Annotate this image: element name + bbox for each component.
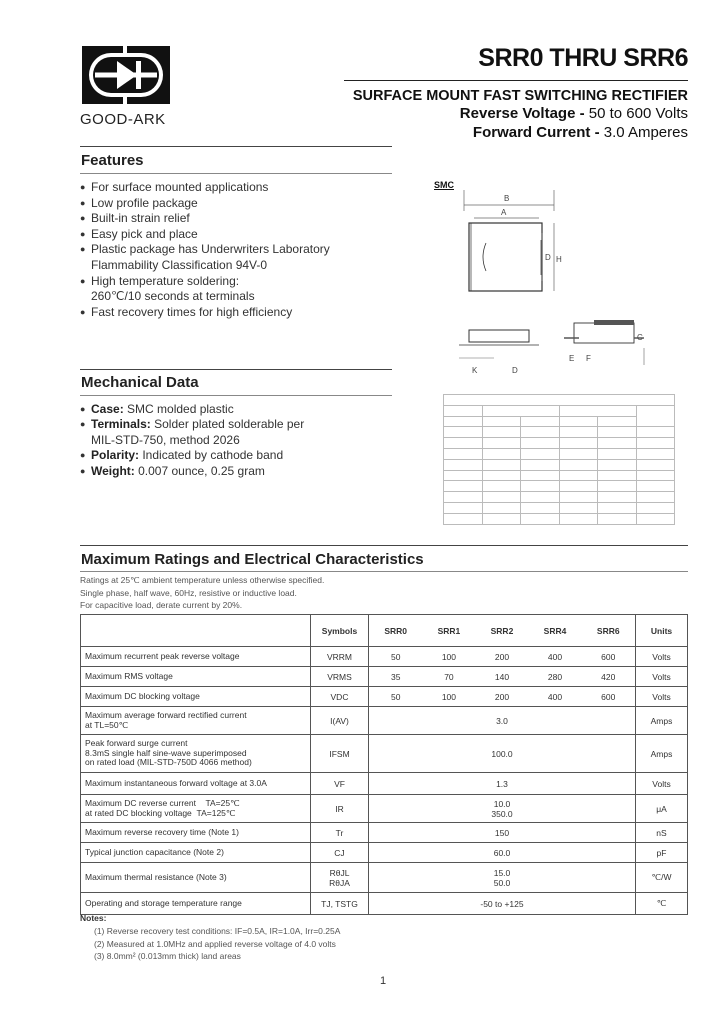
- table-cell: [559, 513, 598, 524]
- feature-item: ● Built-in strain relief: [80, 211, 330, 227]
- table-cell: [636, 459, 675, 470]
- desc-text: Maximum DC reverse current: [85, 798, 196, 808]
- table-cell: [636, 513, 675, 524]
- polarity-value: Indicated by cathode band: [139, 448, 284, 463]
- dim-label-e: E: [569, 354, 575, 363]
- table-cell: [482, 416, 521, 427]
- table-row: [444, 395, 675, 406]
- table-cell: [482, 502, 521, 513]
- value-line: 15.0: [493, 867, 511, 878]
- weight-label: Weight:: [91, 463, 135, 478]
- table-cell: [444, 416, 483, 427]
- features-top-rule: [80, 146, 392, 147]
- mechanical-polarity: [80, 448, 304, 463]
- table-cell: [444, 427, 483, 438]
- table-cell: [521, 427, 560, 438]
- feature-item: ● High temperature soldering:: [80, 274, 330, 290]
- row-value: -50 to +125: [369, 893, 636, 915]
- row-value: 420: [582, 667, 636, 687]
- table-cell: [482, 427, 521, 438]
- table-row: [81, 707, 688, 735]
- condition-line: Single phase, half wave, 60Hz, resistive or inductive load.: [80, 587, 297, 598]
- row-value: 280: [529, 667, 582, 687]
- header-cell: SRR4: [529, 615, 582, 647]
- table-cell: [444, 492, 483, 503]
- mechanical-heading: Mechanical Data: [81, 374, 199, 391]
- header-cell: SRR0: [369, 615, 423, 647]
- case-label: Case:: [91, 402, 124, 416]
- company-logo: [81, 45, 171, 105]
- row-value: 3.0: [369, 707, 636, 735]
- row-desc: Maximum DC blocking voltage: [81, 687, 311, 707]
- table-row: [81, 773, 688, 795]
- notes-heading: Notes:: [80, 913, 107, 923]
- row-value: [369, 863, 636, 893]
- header-cell: SRR6: [582, 615, 636, 647]
- row-unit: Volts: [636, 773, 688, 795]
- package-outline-drawing: [444, 185, 674, 385]
- row-value: 50: [369, 687, 423, 707]
- dim-label-h: H: [556, 255, 562, 264]
- electrical-characteristics-table: [80, 614, 688, 915]
- document-subtitle: SURFACE MOUNT FAST SWITCHING RECTIFIER: [352, 88, 688, 104]
- mechanical-terminals-continued: MIL-STD-750, method 2026: [91, 432, 240, 447]
- table-cell: [598, 513, 637, 524]
- dim-label-k: K: [472, 366, 478, 375]
- feature-item: ● Plastic package has Underwriters Laboratory: [80, 242, 330, 258]
- table-cell: [598, 448, 637, 459]
- row-desc: [81, 735, 311, 773]
- header-cell: SRR2: [475, 615, 528, 647]
- title-divider: [344, 80, 688, 81]
- feature-item: ● Low profile package: [80, 196, 330, 212]
- polarity-label: Polarity:: [91, 448, 140, 463]
- table-cell: [521, 502, 560, 513]
- mechanical-terminals: [80, 417, 304, 432]
- dimensions-table: [443, 394, 675, 525]
- features-heading: Features: [81, 152, 144, 169]
- desc-condition: TA=125℃: [196, 807, 236, 818]
- note-item: (2) Measured at 1.0MHz and applied reverse voltage of 4.0 volts: [94, 938, 336, 949]
- case-value: SMC molded plastic: [123, 402, 234, 416]
- feature-item: ● Easy pick and place: [80, 227, 330, 243]
- rating-conditions: [80, 574, 324, 612]
- table-cell: [559, 438, 598, 449]
- table-cell: [482, 438, 521, 449]
- desc-line: 8.3mS single half sine-wave superimposed: [85, 747, 247, 758]
- condition-line: For capacitive load, derate current by 20%.: [80, 600, 243, 610]
- table-cell: [482, 513, 521, 524]
- dim-label-b: B: [504, 194, 510, 203]
- symbol-line: RθJA: [329, 877, 350, 888]
- table-cell: [636, 492, 675, 503]
- table-cell: [598, 502, 637, 513]
- forward-current-value: 3.0 Amperes: [599, 124, 688, 141]
- row-desc: Typical junction capacitance (Note 2): [81, 843, 311, 863]
- table-cell: [482, 459, 521, 470]
- table-cell: [559, 448, 598, 459]
- table-row: [81, 647, 688, 667]
- table-cell: [521, 492, 560, 503]
- row-symbol: CJ: [311, 843, 369, 863]
- table-row: [81, 795, 688, 823]
- table-cell: [559, 502, 598, 513]
- row-value: 100: [422, 687, 475, 707]
- row-symbol: I(AV): [311, 707, 369, 735]
- row-unit: μA: [636, 795, 688, 823]
- desc-line: Maximum average forward rectified current: [85, 710, 247, 720]
- table-cell: [521, 470, 560, 481]
- row-unit: Volts: [636, 667, 688, 687]
- mechanical-case: [80, 402, 304, 417]
- table-cell: [559, 470, 598, 481]
- table-cell: [482, 492, 521, 503]
- row-unit: Amps: [636, 735, 688, 773]
- table-row: [81, 823, 688, 843]
- row-value: 200: [475, 687, 528, 707]
- row-value: 100.0: [369, 735, 636, 773]
- feature-item-continued: 260℃/10 seconds at terminals: [91, 289, 255, 304]
- table-cell: [598, 470, 637, 481]
- row-symbol: VRMS: [311, 667, 369, 687]
- dim-label-a: A: [501, 208, 507, 217]
- row-value: [369, 795, 636, 823]
- row-value: 70: [422, 667, 475, 687]
- row-value: 140: [475, 667, 528, 687]
- table-cell: [521, 448, 560, 459]
- value-line: 350.0: [491, 808, 513, 819]
- note-item: (3) 8.0mm² (0.013mm thick) land areas: [94, 951, 241, 962]
- feature-item-continued: Flammability Classification 94V-0: [91, 257, 268, 272]
- ratings-bottom-rule: [80, 571, 688, 572]
- row-desc: [81, 795, 311, 823]
- row-desc: Operating and storage temperature range: [81, 893, 311, 915]
- table-cell: [482, 470, 521, 481]
- dim-label-f: F: [586, 354, 591, 363]
- table-cell: [482, 405, 559, 416]
- table-row: [81, 667, 688, 687]
- header-cell: SRR1: [422, 615, 475, 647]
- row-desc: Maximum reverse recovery time (Note 1): [81, 823, 311, 843]
- features-list: [80, 180, 330, 320]
- table-cell: [598, 427, 637, 438]
- table-cell: [444, 470, 483, 481]
- table-cell: [636, 502, 675, 513]
- row-value: 1.3: [369, 773, 636, 795]
- table-row: [81, 843, 688, 863]
- dim-label-c: C: [637, 333, 643, 342]
- condition-line: Ratings at 25℃ ambient temperature unless otherwise specified.: [80, 575, 325, 585]
- row-value: 400: [529, 687, 582, 707]
- table-cell: [444, 405, 483, 416]
- row-symbol: VDC: [311, 687, 369, 707]
- table-cell: [636, 448, 675, 459]
- desc-condition: TA=25℃: [205, 798, 240, 808]
- row-unit: Volts: [636, 687, 688, 707]
- table-cell: [598, 438, 637, 449]
- table-cell: [559, 492, 598, 503]
- row-unit: nS: [636, 823, 688, 843]
- desc-line: on rated load (MIL-STD-750D 4066 method): [85, 757, 252, 768]
- row-symbol: Tr: [311, 823, 369, 843]
- weight-value: 0.007 ounce, 0.25 gram: [134, 463, 265, 478]
- table-cell: [559, 427, 598, 438]
- row-value: 50: [369, 647, 423, 667]
- table-cell: [521, 438, 560, 449]
- table-row: [81, 735, 688, 773]
- note-item: (1) Reverse recovery test conditions: IF=0.5A, IR=1.0A, Irr=0.25A: [94, 925, 341, 936]
- desc-line: Peak forward surge current: [85, 738, 188, 749]
- table-cell: [598, 481, 637, 492]
- row-value: 600: [582, 687, 636, 707]
- table-cell: [482, 481, 521, 492]
- desc-line: [85, 809, 306, 819]
- header-cell: Units: [636, 615, 688, 647]
- ratings-top-rule: [80, 545, 688, 546]
- table-cell: [444, 502, 483, 513]
- reverse-voltage-label: Reverse Voltage -: [459, 105, 585, 122]
- table-row: [81, 687, 688, 707]
- table-cell: [444, 513, 483, 524]
- mechanical-top-rule: [80, 369, 392, 370]
- row-value: 35: [369, 667, 423, 687]
- terminals-label: Terminals:: [91, 417, 151, 432]
- table-cell: [521, 459, 560, 470]
- table-cell: [598, 492, 637, 503]
- table-cell: [444, 481, 483, 492]
- row-value: 100: [422, 647, 475, 667]
- row-symbol: [311, 863, 369, 893]
- row-symbol: IR: [311, 795, 369, 823]
- table-header-row: [81, 615, 688, 647]
- header-cell: [81, 615, 311, 647]
- reverse-voltage-value: 50 to 600 Volts: [584, 105, 688, 122]
- table-cell: [521, 513, 560, 524]
- package-label: SMC: [434, 180, 454, 190]
- row-symbol: VF: [311, 773, 369, 795]
- table-cell: [482, 448, 521, 459]
- feature-item: ● Fast recovery times for high efficiency: [80, 305, 330, 321]
- table-cell: [559, 416, 598, 427]
- forward-current-label: Forward Current -: [472, 124, 600, 141]
- row-desc: Maximum recurrent peak reverse voltage: [81, 647, 311, 667]
- row-symbol: VRRM: [311, 647, 369, 667]
- row-unit: ℃: [636, 893, 688, 915]
- table-cell: [598, 459, 637, 470]
- row-value: 150: [369, 823, 636, 843]
- row-desc: Maximum instantaneous forward voltage at 3.0A: [81, 773, 311, 795]
- dim-label-d2: D: [512, 366, 518, 375]
- table-cell: [444, 438, 483, 449]
- desc-line: at TL=50℃: [85, 719, 129, 730]
- brand-name: GOOD-ARK: [80, 111, 166, 128]
- table-cell: [444, 448, 483, 459]
- ratings-heading: Maximum Ratings and Electrical Characteristics: [81, 551, 424, 568]
- desc-text: at rated DC blocking voltage: [85, 807, 192, 818]
- notes-section: [80, 912, 340, 963]
- row-value: 600: [582, 647, 636, 667]
- header-cell: Symbols: [311, 615, 369, 647]
- dim-label-d: D: [545, 253, 551, 262]
- value-line: 50.0: [493, 877, 511, 888]
- table-cell: [636, 427, 675, 438]
- reverse-voltage-spec: [460, 105, 688, 122]
- table-cell: [559, 405, 636, 416]
- table-cell: [521, 481, 560, 492]
- table-cell: [636, 438, 675, 449]
- row-value: 400: [529, 647, 582, 667]
- row-unit: pF: [636, 843, 688, 863]
- table-cell: [636, 481, 675, 492]
- feature-item: ● For surface mounted applications: [80, 180, 330, 196]
- row-symbol: IFSM: [311, 735, 369, 773]
- row-symbol: TJ, TSTG: [311, 893, 369, 915]
- mechanical-list: [80, 402, 304, 479]
- mechanical-bottom-rule: [80, 395, 392, 396]
- terminals-value: Solder plated solderable per: [150, 417, 305, 432]
- row-unit: Volts: [636, 647, 688, 667]
- row-value: 200: [475, 647, 528, 667]
- table-cell: [559, 459, 598, 470]
- value-line: 10.0: [493, 798, 511, 809]
- document-title: SRR0 THRU SRR6: [478, 44, 688, 72]
- table-cell: [444, 459, 483, 470]
- page-number: 1: [380, 975, 387, 987]
- row-desc: Maximum RMS voltage: [81, 667, 311, 687]
- row-unit: ℃/W: [636, 863, 688, 893]
- features-bottom-rule: [80, 173, 392, 174]
- table-row: [81, 863, 688, 893]
- row-desc: [81, 707, 311, 735]
- table-cell: [521, 416, 560, 427]
- row-value: 60.0: [369, 843, 636, 863]
- symbol-line: RθJL: [329, 867, 350, 878]
- row-unit: Amps: [636, 707, 688, 735]
- mechanical-weight: [80, 464, 304, 479]
- table-cell: [636, 405, 675, 427]
- forward-current-spec: [473, 124, 688, 141]
- row-desc: Maximum thermal resistance (Note 3): [81, 863, 311, 893]
- table-cell: [636, 470, 675, 481]
- table-cell: [598, 416, 637, 427]
- table-cell: [559, 481, 598, 492]
